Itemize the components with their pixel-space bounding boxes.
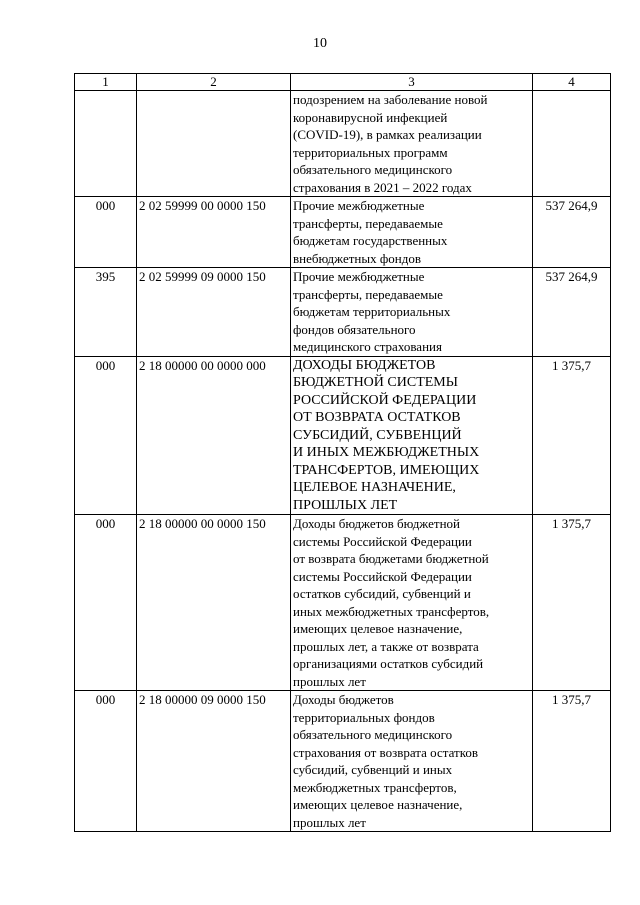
row-kbk-cell <box>137 91 291 197</box>
row-name-cell: Доходы бюджетов территориальных фондов обязательного медицинского страхования от возврата остатков субсидий, субвенций и иных межбюджетных трансфертов, имеющих целевое назначение, прошлых лет <box>291 691 533 832</box>
row-kbk-cell: 2 02 59999 00 0000 150 <box>137 197 291 268</box>
budget-table <box>74 73 611 832</box>
row-kbk-cell: 2 18 00000 00 0000 150 <box>137 515 291 691</box>
row-kbk-cell: 2 18 00000 09 0000 150 <box>137 691 291 832</box>
table-row <box>75 91 611 197</box>
column-header-3: 3 <box>291 74 533 91</box>
row-amount-cell: 1 375,7 <box>533 356 611 515</box>
row-code-cell: 000 <box>75 356 137 515</box>
row-name-cell: Прочие межбюджетные трансферты, передаваемые бюджетам государственных внебюджетных фондов <box>291 197 533 268</box>
row-code-cell <box>75 91 137 197</box>
row-kbk-cell: 2 02 59999 09 0000 150 <box>137 268 291 357</box>
row-amount-cell: 537 264,9 <box>533 197 611 268</box>
row-name-cell: подозрением на заболевание новой коронавирусной инфекцией (COVID-19), в рамках реализации территориальных программ обязательного медицинского страхования в 2021 – 2022 годах <box>291 91 533 197</box>
table-row <box>75 197 611 268</box>
table-row <box>75 356 611 515</box>
row-amount-cell: 1 375,7 <box>533 515 611 691</box>
row-code-cell: 000 <box>75 197 137 268</box>
column-header-1: 1 <box>75 74 137 91</box>
row-amount-cell <box>533 91 611 197</box>
table-row <box>75 691 611 832</box>
table-row <box>75 515 611 691</box>
row-kbk-cell: 2 18 00000 00 0000 000 <box>137 356 291 515</box>
row-amount-cell: 537 264,9 <box>533 268 611 357</box>
row-name-cell: ДОХОДЫ БЮДЖЕТОВ БЮДЖЕТНОЙ СИСТЕМЫ РОССИЙСКОЙ ФЕДЕРАЦИИ ОТ ВОЗВРАТА ОСТАТКОВ СУБСИДИЙ, СУБВЕНЦИЙ И ИНЫХ МЕЖБЮДЖЕТНЫХ ТРАНСФЕРТОВ, ИМЕЮЩИХ ЦЕЛЕВОЕ НАЗНАЧЕНИЕ, ПРОШЛЫХ ЛЕТ <box>291 356 533 515</box>
table-header-row <box>75 74 611 91</box>
column-header-4: 4 <box>533 74 611 91</box>
row-code-cell: 395 <box>75 268 137 357</box>
row-name-cell: Доходы бюджетов бюджетной системы Российской Федерации от возврата бюджетами бюджетной системы Российской Федерации остатков субсидий, субвенций и иных межбюджетных трансфертов, имеющих целевое назначение, прошлых лет, а также от возврата организациями остатков субсидий прошлых лет <box>291 515 533 691</box>
column-header-2: 2 <box>137 74 291 91</box>
page-number: 10 <box>313 36 327 51</box>
row-code-cell: 000 <box>75 691 137 832</box>
row-name-cell: Прочие межбюджетные трансферты, передаваемые бюджетам территориальных фондов обязательного медицинского страхования <box>291 268 533 357</box>
table-row <box>75 268 611 357</box>
row-code-cell: 000 <box>75 515 137 691</box>
row-amount-cell: 1 375,7 <box>533 691 611 832</box>
